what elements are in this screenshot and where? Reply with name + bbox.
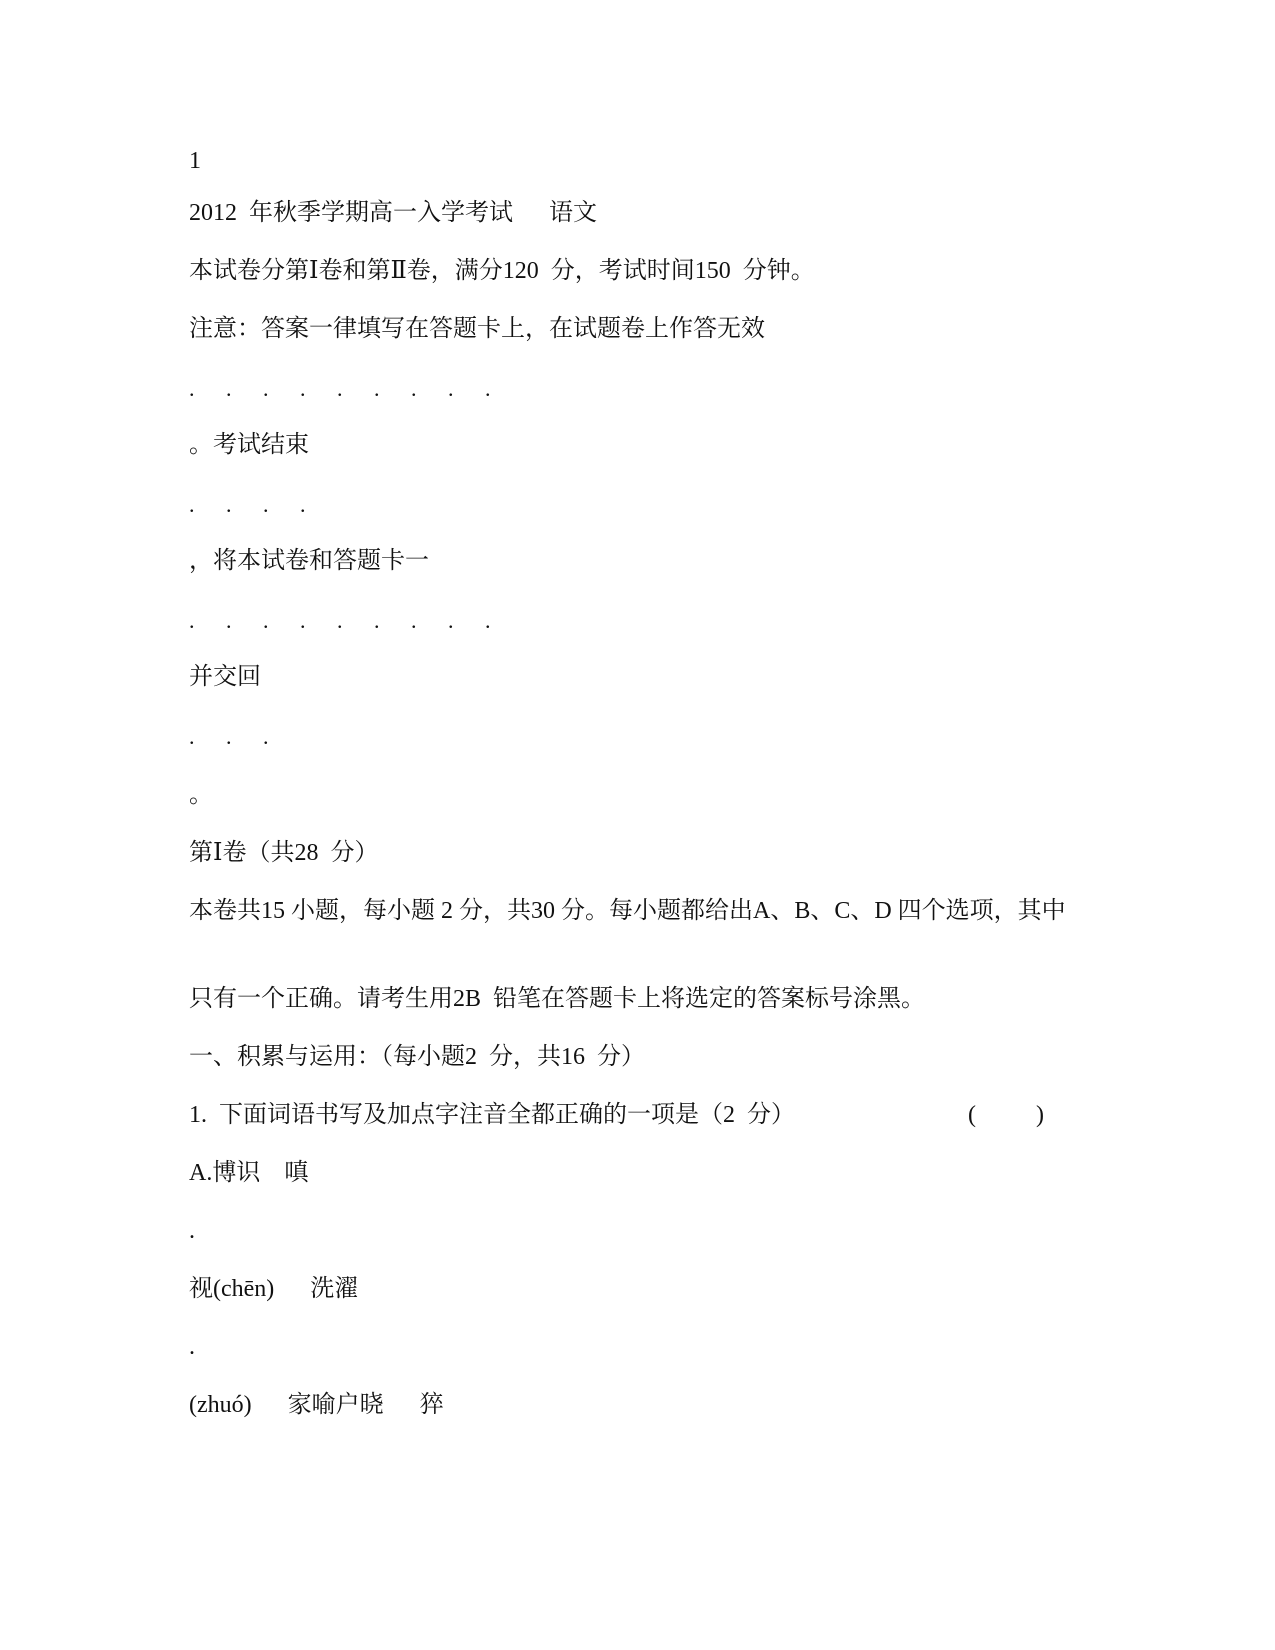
question1-option-a-line2: 视(chēn) 洗濯 bbox=[189, 1276, 359, 1302]
hand-in-text: ，将本试卷和答题卡一 bbox=[189, 548, 429, 574]
question1-option-a-line3: (zhuó) 家喻户晓 猝 bbox=[189, 1392, 444, 1418]
exam-title: 2012 年秋季学期高一入学考试 语文 bbox=[189, 200, 597, 226]
part1-description: 本卷共15 小题，每小题 2 分，共30 分。每小题都给出A、B、C、D 四个选项，其中 bbox=[189, 898, 1066, 924]
emphasis-dot: . bbox=[189, 1334, 195, 1360]
emphasis-dots: . . . . . . . . . bbox=[189, 608, 504, 633]
question1-stem: 1. 下面词语书写及加点字注音全都正确的一项是（2 分） bbox=[189, 1102, 795, 1128]
part1-heading: 第Ⅰ卷（共28 分） bbox=[189, 840, 379, 866]
page-number: 1 bbox=[189, 148, 201, 174]
emphasis-dots: . . . . bbox=[189, 492, 319, 517]
exam-end-text: 。考试结束 bbox=[189, 432, 309, 458]
question1-option-a: A.博识 嗔 bbox=[189, 1160, 309, 1186]
section1-heading: 一、积累与运用：（每小题2 分，共16 分） bbox=[189, 1044, 645, 1070]
answer-bracket: ( ) bbox=[968, 1102, 1044, 1128]
emphasis-dots: . . . bbox=[189, 724, 282, 749]
period-text: 。 bbox=[189, 782, 213, 808]
part1-instruction: 只有一个正确。请考生用2B 铅笔在答题卡上将选定的答案标号涂黑。 bbox=[189, 986, 926, 1012]
emphasis-dot: . bbox=[189, 1218, 195, 1244]
notice-text: 注意：答案一律填写在答题卡上，在试题卷上作答无效 bbox=[189, 316, 765, 342]
return-text: 并交回 bbox=[189, 664, 261, 690]
emphasis-dots: . . . . . . . . . bbox=[189, 376, 504, 401]
intro-text: 本试卷分第Ⅰ卷和第Ⅱ卷，满分120 分，考试时间150 分钟。 bbox=[189, 258, 815, 284]
